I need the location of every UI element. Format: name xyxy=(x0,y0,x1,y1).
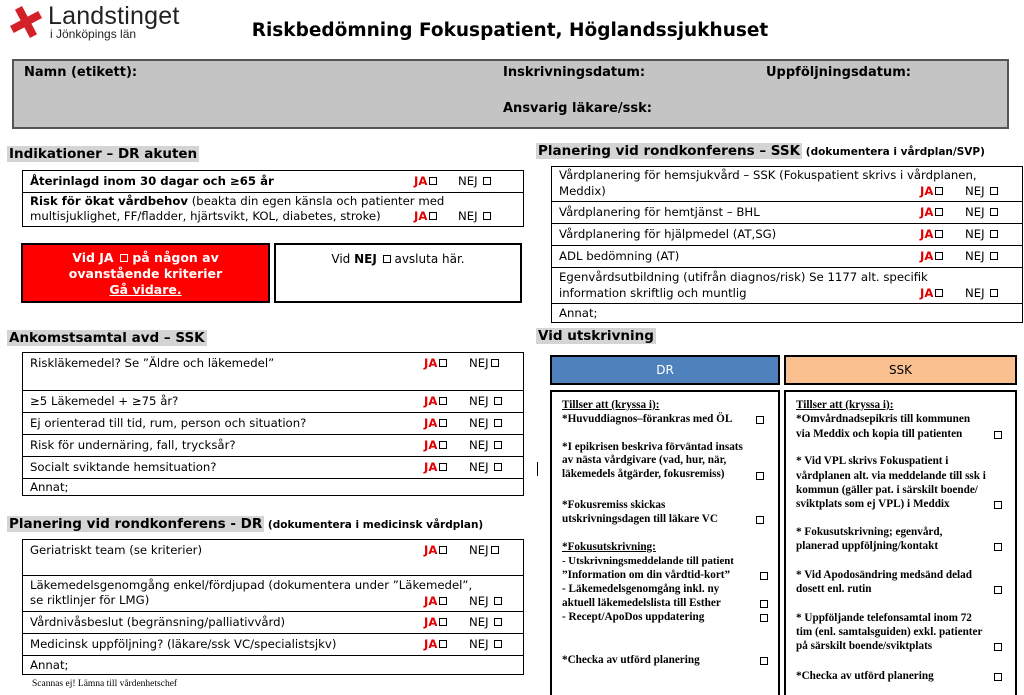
responsible-label: Ansvarig läkare/ssk: xyxy=(503,101,652,116)
table-row: Läkemedelsgenomgång enkel/fördjupad (dokumentera under ”Läkemedel”, se riktlinjer för LMG) JA NEJ xyxy=(23,576,523,612)
checkbox[interactable] xyxy=(491,359,499,367)
table-row: Ej orienterad till tid, rum, person och situation? JA NEJ xyxy=(23,413,523,435)
logo-sub: i Jönköpings län xyxy=(50,27,137,41)
checkbox[interactable] xyxy=(439,597,447,605)
checkbox[interactable] xyxy=(494,463,502,471)
table-row: Medicinsk uppföljning? (läkare/ssk VC/specialistsjkv) JA NEJ xyxy=(23,634,523,656)
checkbox[interactable] xyxy=(483,177,491,185)
checkbox[interactable] xyxy=(935,289,943,297)
planning-ssk-heading: Planering vid rondkonferens – SSK (dokumentera i vårdplan/SVP) xyxy=(538,143,985,159)
page-title: Riskbedömning Fokuspatient, Höglandssjukhuset xyxy=(251,20,769,41)
checkbox[interactable] xyxy=(756,516,764,524)
checkbox[interactable] xyxy=(439,463,447,471)
table-row: ≥5 Läkemedel + ≥75 år? JA NEJ xyxy=(23,391,523,413)
proceed-link[interactable]: Gå vidare. xyxy=(109,282,182,297)
table-row: Risk för undernäring, fall, trycksår? JA NEJ xyxy=(23,435,523,457)
table-row: Egenvårdsutbildning (utifrån diagnos/risk) Se 1177 alt. specifik information skriftlig och muntlig JA NEJ xyxy=(552,268,1022,304)
table-row: Återinlagd inom 30 dagar och ≥65 år JA NEJ xyxy=(23,171,523,193)
checkbox[interactable] xyxy=(935,187,943,195)
table-row: Vårdplanering för hemsjukvård – SSK (Fokuspatient skrivs i vårdplanen, Meddix) JA NEJ xyxy=(552,167,1022,202)
checkbox[interactable] xyxy=(439,640,447,648)
checkbox[interactable] xyxy=(756,416,764,424)
footer-note: Scannas ej! Lämna till vårdenhetschef xyxy=(32,679,178,689)
checkbox[interactable] xyxy=(760,572,768,580)
table-row: Riskläkemedel? Se ”Äldre och läkemedel” JA NEJ xyxy=(23,353,523,391)
checkbox[interactable] xyxy=(990,252,998,260)
checkbox[interactable] xyxy=(439,359,447,367)
checkbox[interactable] xyxy=(935,252,943,260)
checkbox[interactable] xyxy=(429,212,437,220)
text-cursor xyxy=(537,462,538,476)
checkbox[interactable] xyxy=(439,397,447,405)
checkbox[interactable] xyxy=(994,586,1002,594)
checkbox[interactable] xyxy=(990,289,998,297)
checkbox[interactable] xyxy=(383,255,391,263)
admission-date-label: Inskrivningsdatum: xyxy=(503,65,646,80)
planning-dr-heading: Planering vid rondkonferens - DR (dokumentera i medicinsk vårdplan) xyxy=(9,516,484,532)
checkbox[interactable] xyxy=(494,397,502,405)
logo-name: Landstinget xyxy=(48,2,180,30)
indications-table xyxy=(22,170,524,227)
checkbox[interactable] xyxy=(990,230,998,238)
checkbox[interactable] xyxy=(120,254,128,262)
ssk-column-header: SSK xyxy=(784,355,1017,385)
checkbox[interactable] xyxy=(994,501,1002,509)
checkbox[interactable] xyxy=(756,472,764,480)
checkbox[interactable] xyxy=(935,230,943,238)
indications-heading: Indikationer – DR akuten xyxy=(9,146,198,162)
patient-info-box xyxy=(12,59,1009,129)
checkbox[interactable] xyxy=(994,431,1002,439)
table-row: ADL bedömning (AT) JA NEJ xyxy=(552,246,1022,268)
planning-dr-table xyxy=(22,539,524,675)
table-row: Vårdnivåsbeslut (begränsning/palliativvård) JA NEJ xyxy=(23,612,523,634)
checkbox[interactable] xyxy=(439,441,447,449)
proceed-box: Vid JA på någon av ovanstående kriterier Gå vidare. xyxy=(21,243,270,303)
dr-checklist: Tillser att (kryssa i): *Huvuddiagnos–förankras med ÖL *I epikrisen beskriva förväntad insats av nästa vårdgivare (vad, hur, när, läkemedels åtgärder, fokusremiss) *Fokusremiss skickas utskrivningsdagen till läkare VC *Fokusutskrivning: - Utskrivningsmeddelande till patient ”Information om din vårdtid-kort” - Läkemedelsgenomgång inkl. ny aktuell läkemedelslista till Esther - Recept/ApoDos uppdatering *Checka av utförd planering xyxy=(550,390,780,695)
table-row: Risk för ökat vårdbehov (beakta din egen känsla och patienter med multisjuklighet, FF/fladder, hjärtsvikt, KOL, diabetes, stroke) JA NEJ xyxy=(23,193,523,226)
checkbox[interactable] xyxy=(990,187,998,195)
checkbox[interactable] xyxy=(990,208,998,216)
planning-ssk-table xyxy=(551,166,1023,323)
checkbox[interactable] xyxy=(439,618,447,626)
checkbox[interactable] xyxy=(439,546,447,554)
checkbox[interactable] xyxy=(994,543,1002,551)
table-row: Annat; xyxy=(30,480,69,494)
checkbox[interactable] xyxy=(494,441,502,449)
ssk-checklist: Tillser att (kryssa i): *Omvårdnadsepikris till kommunen via Meddix och kopia till patienten * Vid VPL skrivs Fokuspatient i vårdplanen alt. via meddelande till ssk i kommun (gäller pat. i särskilt boende/ sviktplats som ej VPL) i Meddix * Fokusutskrivning; egenvård, planerad uppföljning/kontakt * Vid Apodosändring medsänd delad dosett enl. rutin * Uppföljande telefonsamtal inom 72 tim (enl. samtalsguiden) exkl. patienter på särskilt boende/sviktplats *Checka av utförd planering xyxy=(784,390,1017,695)
table-row: Vårdplanering för hjälpmedel (AT,SG) JA NEJ xyxy=(552,224,1022,246)
checkbox[interactable] xyxy=(935,208,943,216)
followup-date-label: Uppföljningsdatum: xyxy=(766,65,911,80)
checkbox[interactable] xyxy=(483,212,491,220)
checkbox[interactable] xyxy=(491,546,499,554)
checkbox[interactable] xyxy=(494,640,502,648)
checkbox[interactable] xyxy=(439,419,447,427)
checkbox[interactable] xyxy=(494,597,502,605)
checkbox[interactable] xyxy=(760,657,768,665)
checkbox[interactable] xyxy=(994,673,1002,681)
checkbox[interactable] xyxy=(994,643,1002,651)
table-row: Vårdplanering för hemtjänst – BHL JA NEJ xyxy=(552,202,1022,224)
table-row: Annat; xyxy=(559,306,598,320)
arrival-heading: Ankomstsamtal avd – SSK xyxy=(9,330,205,346)
name-label: Namn (etikett): xyxy=(24,65,138,80)
checkbox[interactable] xyxy=(760,614,768,622)
table-row: Socialt sviktande hemsituation? JA NEJ xyxy=(23,457,523,479)
stop-box: Vid NEJ avsluta här. xyxy=(274,243,522,303)
dr-column-header: DR xyxy=(550,355,780,385)
checkbox[interactable] xyxy=(429,177,437,185)
checkbox[interactable] xyxy=(760,600,768,608)
discharge-heading: Vid utskrivning xyxy=(538,328,654,344)
table-row: Geriatriskt team (se kriterier) JA NEJ xyxy=(23,540,523,576)
checkbox[interactable] xyxy=(494,419,502,427)
table-row: Annat; xyxy=(30,658,69,672)
arrival-table xyxy=(22,352,524,496)
checkbox[interactable] xyxy=(494,618,502,626)
